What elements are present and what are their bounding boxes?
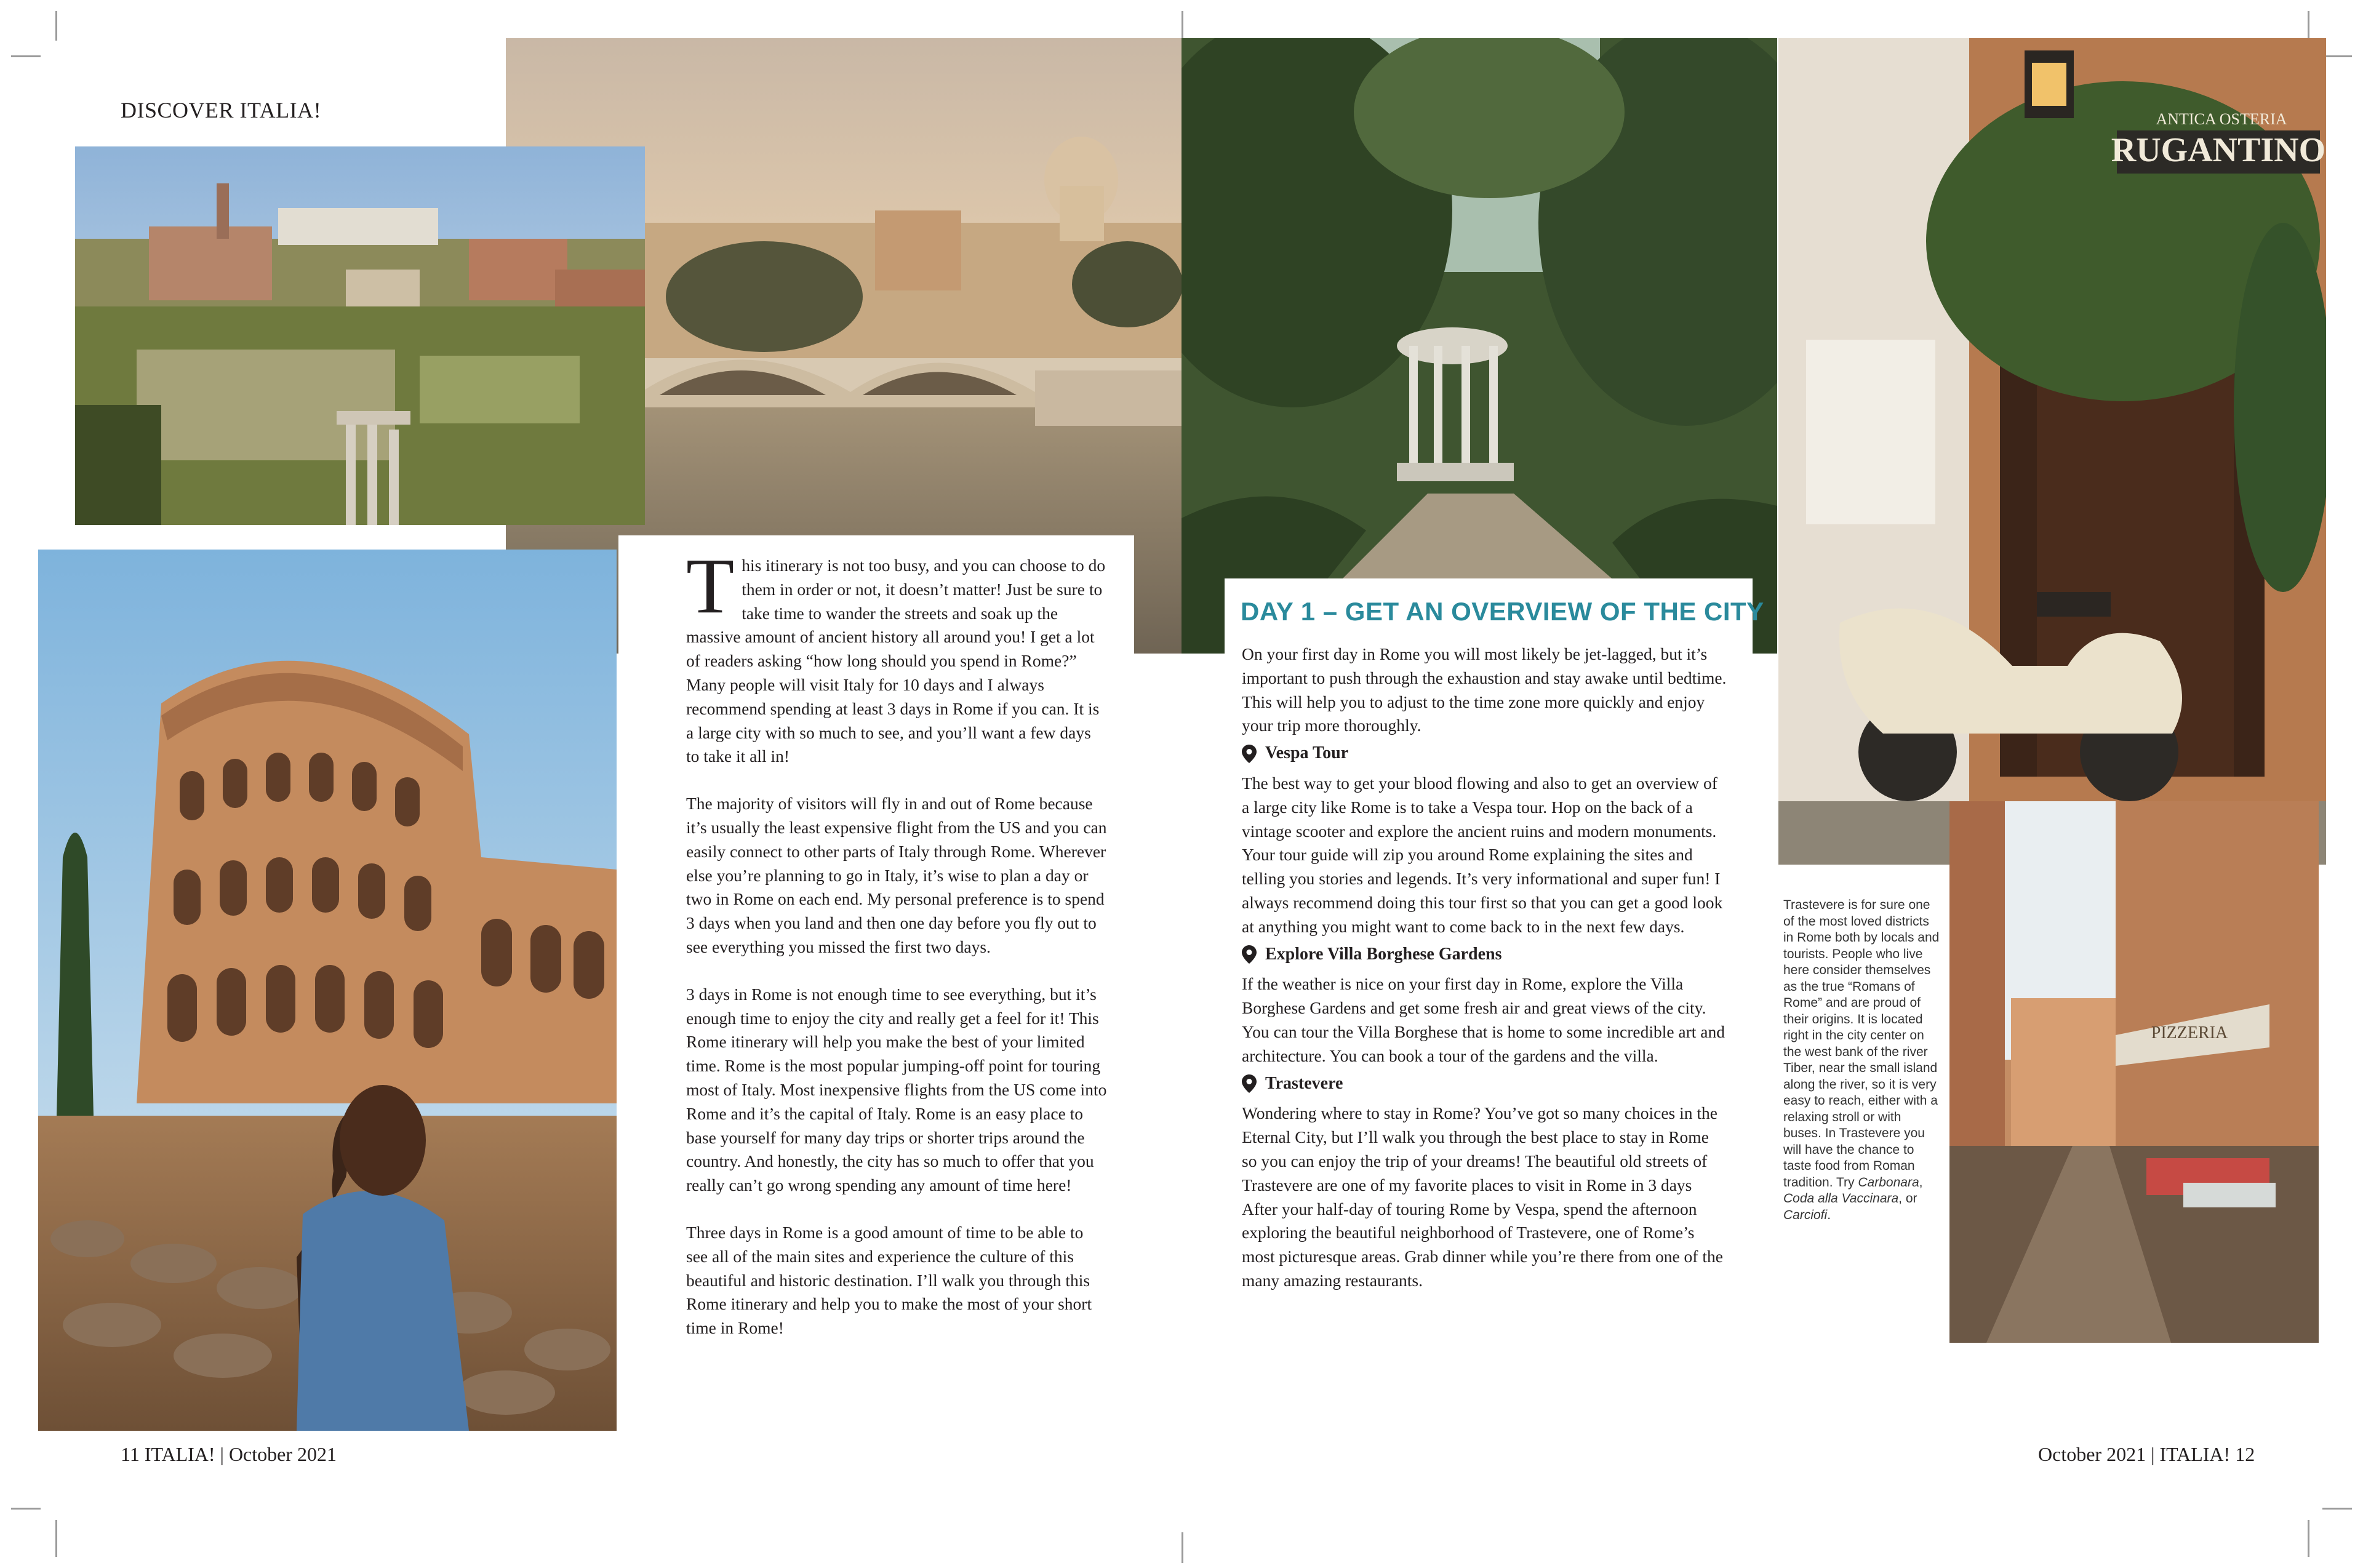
- dish-carciofi: Carciofi: [1783, 1207, 1828, 1222]
- day1-intro: On your first day in Rome you will most likely be jet-lagged, but it’s important to push through the exhaustion and stay awake until bedtime. This will help you to adjust to the time zone more quickly and enjoy your trip more thoroughly.: [1242, 644, 1727, 735]
- crop-mark: [2322, 55, 2352, 57]
- pizzeria-sign: PIZZERIA: [2151, 1023, 2228, 1042]
- crop-mark: [1182, 11, 1183, 41]
- dish-carbonara: Carbonara: [1858, 1175, 1919, 1190]
- intro-paragraph-4: Three days in Rome is a good amount of time to be able to see all of the main sites and experience the culture of this beautiful and historic destination. I’ll walk you through this Rome itinerary and help you to make the most of your short time in Rome!: [686, 1222, 1092, 1338]
- trastevere-caption: Trastevere is for sure one of the most loved districts in Rome both by locals and tourists. People who live here consider themselves as the true “Romans of Rome” and are proud of their origins. It is located right in the city center on the west bank of the river Tiber, near the small island along the river, so it is very easy to reach, either with a relaxing stroll or with buses. In Trastevere you will have the chance to taste food from Roman tradition. Try Carbonara, Coda alla Vaccinara, or Carciofi.: [1783, 898, 1940, 1222]
- intro-paragraph-3: 3 days in Rome is not enough time to see everything, but it’s enough time to enjoy the city and really get a feel for it! This Rome itinerary will help you make the best of your limited time. Rome is the most popular jumping-off point for touring most of Italy. Most inexpensive flights from the US come into Rome and it’s the capital of Italy. Rome is an easy place to base yourself for many day trips or shorter trips around the country. And honestly, the city has so much to offer that you really can’t go wrong spending any amount of time here!: [686, 984, 1107, 1195]
- crop-mark: [55, 1520, 57, 1557]
- crop-mark: [55, 11, 57, 41]
- map-pin-icon: [1242, 745, 1257, 763]
- map-pin-icon: [1242, 945, 1257, 964]
- osteria-sign-top: ANTICA OSTERIA: [2156, 110, 2287, 128]
- crop-mark: [2308, 11, 2309, 41]
- photo-trastevere-street: [1949, 801, 2319, 1343]
- subhead-villa-borghese: Explore Villa Borghese Gardens: [1242, 943, 1728, 967]
- subhead-vespa-tour: Vespa Tour: [1242, 742, 1728, 766]
- crop-mark: [11, 55, 41, 57]
- photo-villa-borghese: [1182, 38, 1777, 654]
- intro-article: [618, 535, 1134, 1415]
- subhead-trastevere: Trastevere: [1242, 1072, 1728, 1096]
- photo-colosseum: [38, 550, 617, 1431]
- crop-mark: [2322, 1508, 2352, 1510]
- intro-paragraph-1: This itinerary is not too busy, and you can choose to do them in order or not, it doesn’t matter! Just be sure to take time to wander the streets and soak up the massive amount of ancient history all around you! I get a lot of readers asking “how long should you spend in Rome?” Many people will visit Italy for 10 days and I always recommend spending at least 3 days in Rome if you can. It is a large city with so much to see, and you’ll want a few days to take it all in!: [686, 542, 1106, 766]
- villa-borghese-text: If the weather is nice on your first day in Rome, explore the Villa Borghese Gardens and get some fresh air and great views of the city. You can tour the Villa Borghese that is home to some incredible art and architecture. You can book a tour of the gardens and the villa.: [1242, 974, 1725, 1065]
- intro-paragraph-2: The majority of visitors will fly in and out of Rome because it’s usually the least expensive flight from the US and you can easily connect to other parts of Italy through Rome. Wherever else you’re planning to go in Italy, it’s wise to plan a day or two in Rome on each end. My personal preference is to spend 3 days when you land and then one day before you fly out to see everything you missed the first two days.: [686, 794, 1107, 956]
- section-label: DISCOVER ITALIA!: [121, 98, 322, 122]
- folio-right: October 2021 | ITALIA! 12: [2038, 1443, 2255, 1465]
- day1-article: [1225, 578, 1764, 1422]
- drop-cap: T: [686, 542, 735, 630]
- crop-mark: [1182, 1532, 1183, 1563]
- folio-left: 11 ITALIA! | October 2021: [121, 1443, 337, 1465]
- dish-coda-alla-vaccinara: Coda alla Vaccinara: [1783, 1191, 1899, 1206]
- osteria-sign-name: RUGANTINO: [2111, 131, 2326, 169]
- crop-mark: [11, 1508, 41, 1510]
- vespa-tour-text: The best way to get your blood flowing and also to get an overview of a large city like Rome is to take a Vespa tour. Hop on the back of a vintage scooter and explore the ancient ruins and modern monuments. Your tour guide will zip you around Rome explaining the sites and telling you stories and legends. It’s very informational and super fun! I always recommend doing this tour first so that you can get a good look at anything you might want to come back to in the next few days.: [1242, 773, 1723, 936]
- crop-mark: [2308, 1520, 2309, 1557]
- day1-heading: DAY 1 – GET AN OVERVIEW OF THE CITY: [1241, 597, 1764, 626]
- map-pin-icon: [1242, 1074, 1257, 1093]
- photo-osteria-vespa: [1778, 38, 2326, 865]
- trastevere-text: Wondering where to stay in Rome? You’ve got so many choices in the Eternal City, but I’ll walk you through the best place to stay in Rome so you can enjoy the trip of your dreams! The beautiful old streets of Trastevere are one of my favorite places to visit in Rome in 3 days After your half-day of touring Rome by Vespa, spend the afternoon exploring the beautiful neighborhood of Trastevere, one of Rome’s most picturesque areas. Grab dinner while you’re there from one of the many amazing restaurants.: [1242, 1103, 1723, 1290]
- photo-roman-forum: [75, 146, 645, 525]
